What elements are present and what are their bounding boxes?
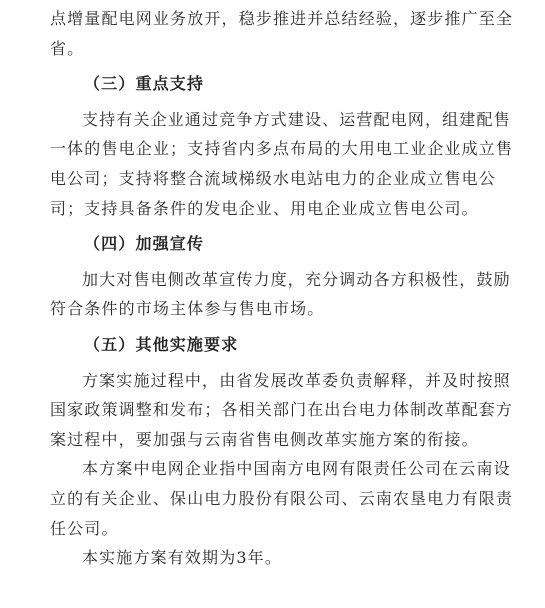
paragraph-implementation: 方案实施过程中，由省发展改革委负责解释，并及时按照国家政策调整和发布；各相关部门在出台电力体制改革配套方案过程中，要加强与云南省售电侧改革实施方案的衔接。 [50,370,514,449]
section-heading-5: （五）其他实施要求 [84,334,239,354]
section-heading-3: （三）重点支持 [84,74,205,94]
paragraph-continuation: 点增量配电网业务放开，稳步推进并总结经验，逐步推广至全省。 [50,9,514,58]
paragraph-grid-enterprises: 本方案中电网企业指中国南方电网有限责任公司在云南设立的有关企业、保山电力股份有限公司、云南农垦电力有限责任公司。 [50,459,514,538]
paragraph-validity: 本实施方案有效期为3年。 [82,548,282,568]
paragraph-key-support: 支持有关企业通过竞争方式建设、运营配电网，组建配售一体的售电企业；支持省内多点布局的大用电工业企业成立售电公司；支持将整合流域梯级水电站电力的企业成立售电公司；支持具备条件的发电企业、用电企业成立售电公司。 [50,109,514,218]
paragraph-publicity: 加大对售电侧改革宣传力度，充分调动各方积极性，鼓励符合条件的市场主体参与售电市场。 [50,269,511,319]
section-heading-4: （四）加强宣传 [84,234,205,254]
